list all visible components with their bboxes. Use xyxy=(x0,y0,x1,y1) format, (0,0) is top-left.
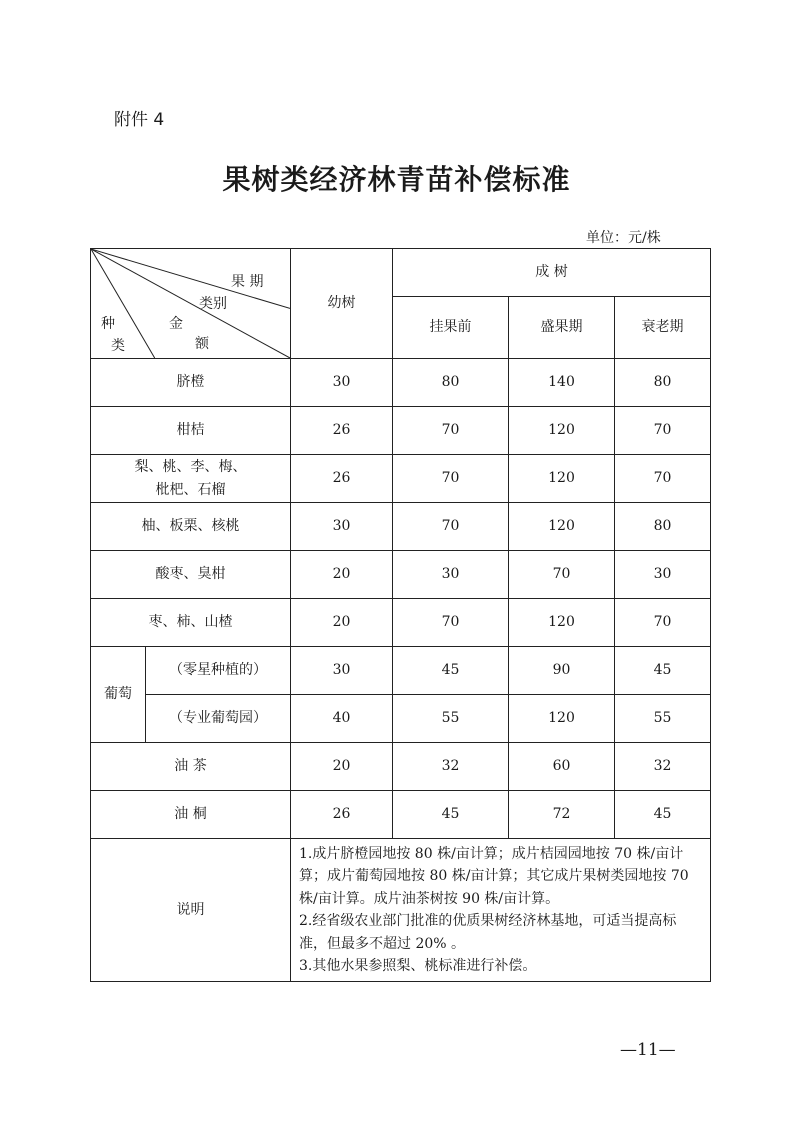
row-name: 油 茶 xyxy=(91,743,291,791)
cell-young: 26 xyxy=(291,791,393,839)
cell-peak: 60 xyxy=(509,743,615,791)
cell-pre: 55 xyxy=(393,695,509,743)
cell-pre: 30 xyxy=(393,551,509,599)
cell-young: 20 xyxy=(291,599,393,647)
table-row xyxy=(91,647,711,695)
cell-aging: 30 xyxy=(615,551,711,599)
unit-label: 单位：元/株 xyxy=(586,230,661,246)
cell-young: 26 xyxy=(291,455,393,503)
row-name: （专业葡萄园） xyxy=(146,695,291,743)
cell-young: 30 xyxy=(291,503,393,551)
cell-aging: 45 xyxy=(615,647,711,695)
diag-period-label: 果 期 xyxy=(231,274,264,290)
cell-pre: 80 xyxy=(393,359,509,407)
cell-aging: 55 xyxy=(615,695,711,743)
attachment-label: 附件 4 xyxy=(114,110,165,130)
cell-young: 20 xyxy=(291,551,393,599)
header-young: 幼树 xyxy=(291,249,393,359)
document-title: 果树类经济林青苗补偿标准 xyxy=(222,163,571,196)
cell-aging: 80 xyxy=(615,359,711,407)
cell-pre: 32 xyxy=(393,743,509,791)
note-2: 2.经省级农业部门批准的优质果树经济林基地，可适当提高标准，但最多不超过 20% 。 xyxy=(299,913,677,952)
row-name: 柑桔 xyxy=(91,407,291,455)
cell-peak: 120 xyxy=(509,407,615,455)
cell-aging: 45 xyxy=(615,791,711,839)
table-row xyxy=(91,551,711,599)
table-row xyxy=(91,359,711,407)
header-mature: 成 树 xyxy=(393,249,711,297)
cell-young: 26 xyxy=(291,407,393,455)
cell-aging: 70 xyxy=(615,455,711,503)
row-name: 枣、柿、山楂 xyxy=(91,599,291,647)
row-name-line1: 梨、桃、李、梅、 xyxy=(134,459,247,476)
header-peak-fruit: 盛果期 xyxy=(509,297,615,359)
cell-peak: 120 xyxy=(509,455,615,503)
table-row xyxy=(91,791,711,839)
cell-pre: 45 xyxy=(393,791,509,839)
cell-peak: 140 xyxy=(509,359,615,407)
cell-young: 30 xyxy=(291,647,393,695)
cell-young: 30 xyxy=(291,359,393,407)
table-row xyxy=(91,503,711,551)
page-number: —11— xyxy=(620,1040,676,1060)
cell-peak: 70 xyxy=(509,551,615,599)
row-name-line2: 枇杷、石榴 xyxy=(155,481,226,498)
diag-amount-top: 金 xyxy=(169,316,183,332)
cell-aging: 70 xyxy=(615,407,711,455)
cell-pre: 70 xyxy=(393,455,509,503)
notes-content xyxy=(291,839,711,982)
notes-row xyxy=(91,839,711,982)
cell-young: 20 xyxy=(291,743,393,791)
row-name: 油 桐 xyxy=(91,791,291,839)
cell-aging: 32 xyxy=(615,743,711,791)
row-name: 脐橙 xyxy=(91,359,291,407)
row-name: （零星种植的） xyxy=(146,647,291,695)
header-pre-fruit: 挂果前 xyxy=(393,297,509,359)
cell-young: 40 xyxy=(291,695,393,743)
table-row xyxy=(91,407,711,455)
diag-kind-top: 种 xyxy=(101,316,115,332)
cell-pre: 70 xyxy=(393,599,509,647)
notes-label: 说明 xyxy=(91,839,291,982)
cell-pre: 45 xyxy=(393,647,509,695)
table-row xyxy=(91,695,711,743)
diag-kind-bottom: 类 xyxy=(111,338,125,354)
cell-aging: 70 xyxy=(615,599,711,647)
row-name: 柚、板栗、核桃 xyxy=(91,503,291,551)
table-row xyxy=(91,599,711,647)
diag-amount-bottom: 额 xyxy=(195,336,209,352)
grape-label: 葡萄 xyxy=(91,647,146,743)
row-name xyxy=(91,455,291,503)
header-aging: 衰老期 xyxy=(615,297,711,359)
cell-aging: 80 xyxy=(615,503,711,551)
diagonal-header-cell xyxy=(91,249,291,359)
cell-pre: 70 xyxy=(393,503,509,551)
row-name: 酸枣、臭柑 xyxy=(91,551,291,599)
table-row xyxy=(91,743,711,791)
note-1: 1.成片脐橙园地按 80 株/亩计算；成片桔园园地按 70 株/亩计算；成片葡萄园地按 80 株/亩计算；其它成片果树类园地按 70 株/亩计算。成片油茶树按 90 株/亩计算。 xyxy=(299,846,689,907)
cell-peak: 120 xyxy=(509,599,615,647)
cell-pre: 70 xyxy=(393,407,509,455)
cell-peak: 72 xyxy=(509,791,615,839)
cell-peak: 120 xyxy=(509,503,615,551)
note-3: 3.其他水果参照梨、桃标准进行补偿。 xyxy=(299,957,537,974)
cell-peak: 120 xyxy=(509,695,615,743)
diag-category-label: 类别 xyxy=(199,296,227,312)
cell-peak: 90 xyxy=(509,647,615,695)
compensation-table xyxy=(90,248,711,982)
table-row xyxy=(91,455,711,503)
